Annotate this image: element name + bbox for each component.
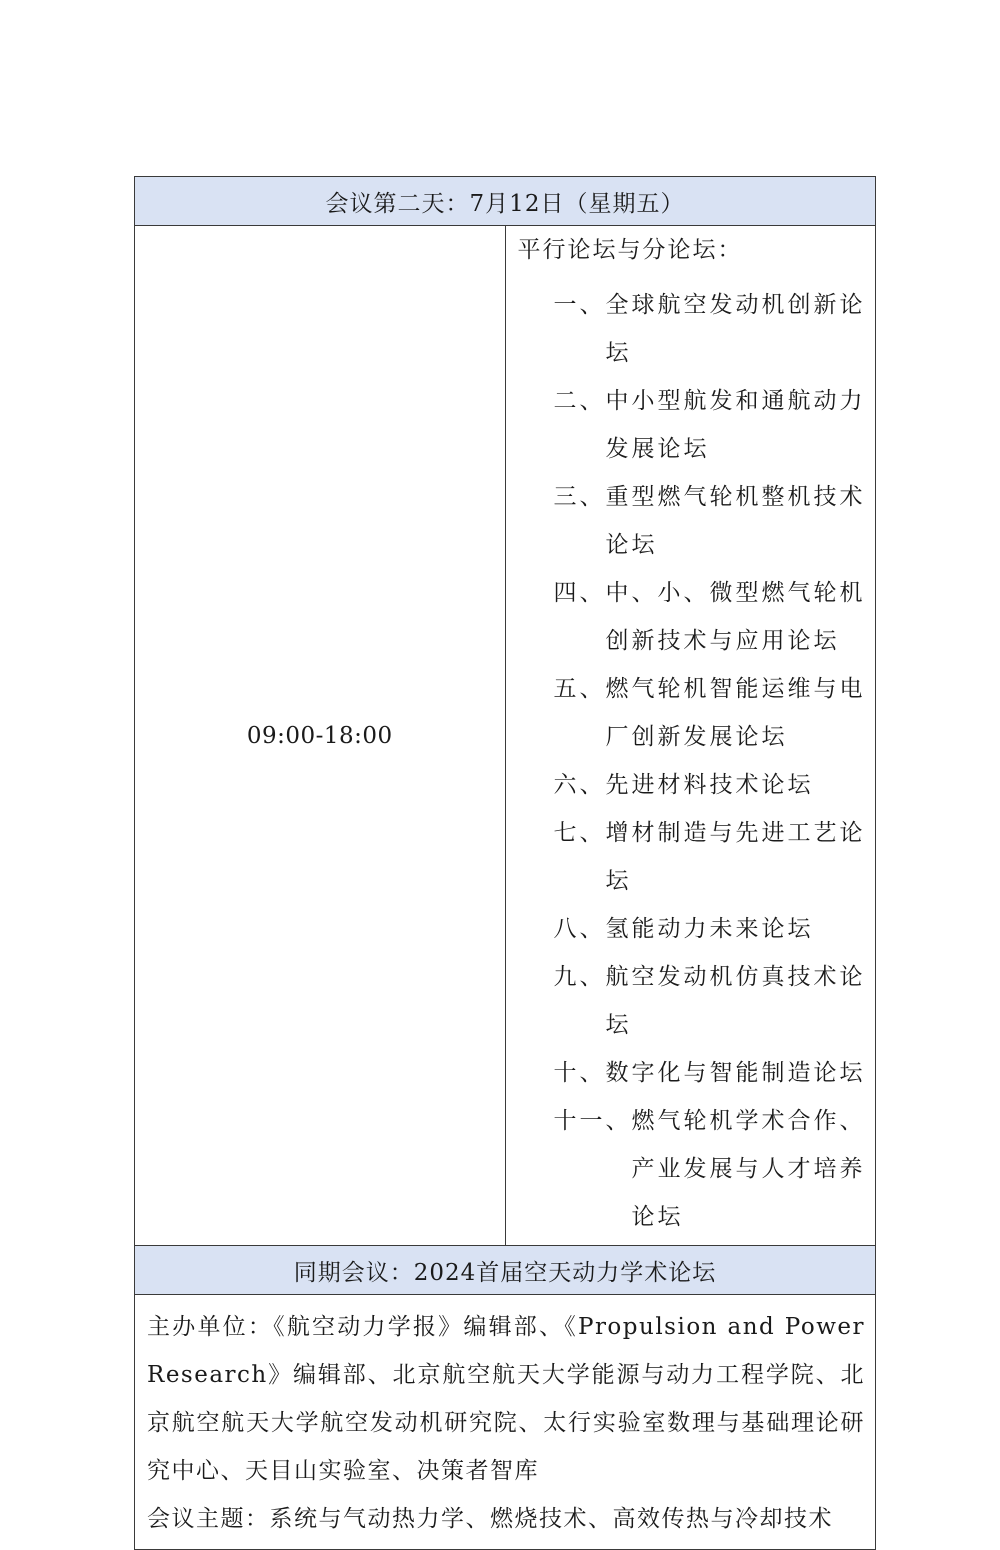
forum-item <box>518 281 868 377</box>
forum-name: 全球航空发动机创新论坛 <box>605 292 866 366</box>
forum-number: 七、 <box>553 820 606 846</box>
forum-item <box>518 953 868 1049</box>
forum-item <box>518 473 868 569</box>
concurrent-info <box>135 1295 876 1550</box>
forum-item <box>518 1049 868 1097</box>
session-time: 09:00-18:00 <box>135 226 506 1246</box>
session-intro: 平行论坛与分论坛： <box>517 237 743 263</box>
forum-item <box>518 377 868 473</box>
forum-name: 燃气轮机学术合作、产业发展与人才培养论坛 <box>631 1108 866 1230</box>
forum-list <box>518 281 868 1241</box>
forum-number: 九、 <box>553 964 606 990</box>
forum-name: 中小型航发和通航动力发展论坛 <box>605 388 866 462</box>
forum-number: 二、 <box>553 388 606 414</box>
day2-header-row <box>135 177 876 226</box>
forum-name: 航空发动机仿真技术论坛 <box>605 964 866 1038</box>
forum-number: 十、 <box>553 1060 606 1086</box>
forum-item <box>518 809 868 905</box>
forum-number: 六、 <box>553 772 606 798</box>
forum-name: 氢能动力未来论坛 <box>605 916 814 942</box>
forum-number: 四、 <box>553 580 606 606</box>
forum-name: 重型燃气轮机整机技术论坛 <box>605 484 866 558</box>
organizers-text: 主办单位：《航空动力学报》编辑部、《Propulsion and Power Research》编辑部、北京航空航天大学能源与动力工程学院、北京航空航天大学航空发动机研究院、太行实验室数理与基础理论研究中心、天目山实验室、决策者智库 <box>147 1314 865 1484</box>
forum-name: 先进材料技术论坛 <box>605 772 814 798</box>
concurrent-header-row <box>135 1246 876 1295</box>
forum-name: 燃气轮机智能运维与电厂创新发展论坛 <box>605 676 866 750</box>
forum-name: 增材制造与先进工艺论坛 <box>605 820 866 894</box>
day2-header: 会议第二天：7月12日（星期五） <box>135 177 876 226</box>
forum-name: 中、小、微型燃气轮机创新技术与应用论坛 <box>605 580 866 654</box>
forum-number: 十一、 <box>553 1108 632 1134</box>
forum-name: 数字化与智能制造论坛 <box>605 1060 866 1086</box>
forum-item <box>518 665 868 761</box>
session-content <box>505 226 876 1246</box>
day2-session-row <box>135 226 876 1246</box>
topics-text: 会议主题：系统与气动热力学、燃烧技术、高效传热与冷却技术 <box>147 1506 833 1532</box>
forum-item <box>518 1097 868 1241</box>
forum-item <box>518 905 868 953</box>
forum-number: 八、 <box>553 916 606 942</box>
schedule-table <box>134 176 876 1550</box>
forum-number: 三、 <box>553 484 606 510</box>
concurrent-info-row <box>135 1295 876 1550</box>
concurrent-header: 同期会议：2024首届空天动力学术论坛 <box>135 1246 876 1295</box>
forum-item <box>518 761 868 809</box>
forum-number: 五、 <box>553 676 606 702</box>
forum-number: 一、 <box>553 292 606 318</box>
forum-item <box>518 569 868 665</box>
